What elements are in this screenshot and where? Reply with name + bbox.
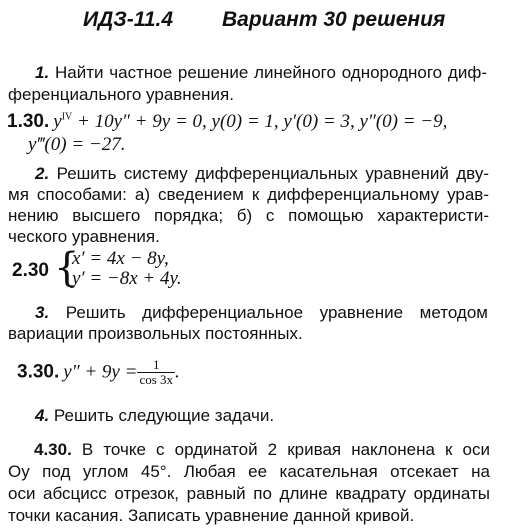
system-eq1: x′ = 4x − 8y,	[72, 248, 169, 269]
task2-line2: мя способами: а) сведением к дифференциальному урав-	[8, 185, 489, 204]
task2-text: Решить систему дифференциальных уравнений дву-	[56, 164, 489, 183]
problem3-equation: 3.30. y″ + 9y = $\frac{1}{\cos 3x}$ .	[17, 357, 180, 387]
variant-title: Вариант 30 решения	[222, 8, 446, 31]
task2-line4: ческого уравнения.	[8, 227, 160, 246]
problem4-line2: Oy под углом 45°. Любая ее касательная отсекает на	[8, 462, 490, 481]
problem1-line1	[7, 111, 447, 133]
task3-line2: вариации произвольных постоянных.	[8, 324, 303, 343]
problem1-equation: $y^{IV} + 10y'' + 9y = 0$, y(0) = 1, y′(0) = 3, y″(0) = −9,	[53, 111, 448, 132]
document-code: ИДЗ-11.4	[83, 8, 174, 31]
task3-line1	[35, 303, 488, 323]
task1-line1	[35, 63, 487, 83]
problem3-lhs: y″ + 9y =	[63, 361, 138, 383]
task2-line3: нению высшего порядка; б) с помощью характеристи-	[8, 206, 489, 225]
problem4-line1	[34, 440, 490, 460]
problem3-fraction: $\frac{1}{\cos 3x}$	[139, 357, 174, 387]
task4-number: 4.	[35, 406, 50, 425]
task4-line	[35, 406, 274, 426]
task1-text: Найти частное решение линейного однородного диф-	[54, 63, 487, 82]
task4-text: Решить следующие задачи.	[53, 406, 275, 425]
problem3-label: 3.30.	[17, 361, 60, 383]
system-brace: {	[54, 245, 80, 291]
task3-text: Решить дифференциальное уравнение методом	[65, 303, 488, 322]
task1-number: 1.	[35, 63, 50, 82]
task2-line1	[35, 164, 489, 184]
task3-number: 3.	[35, 303, 50, 322]
problem4-label: 4.30.	[34, 440, 72, 459]
problem1-line2: y‴(0) = −27.	[28, 134, 126, 155]
problem4-text1: В точке с ординатой 2 кривая наклонена к оси	[81, 440, 490, 459]
problem4-line3: оси абсцисс отрезок, равный по длине квадрату ординаты	[8, 484, 490, 503]
problem1-label: 1.30.	[7, 111, 50, 132]
problem4-line4: точки касания. Записать уравнение данной кривой.	[8, 506, 415, 525]
problem2-label: 2.30	[12, 260, 49, 281]
task2-number: 2.	[35, 164, 50, 183]
task1-line2: ференциального уравнения.	[8, 85, 234, 104]
system-eq2: y′ = −8x + 4y.	[72, 268, 182, 289]
